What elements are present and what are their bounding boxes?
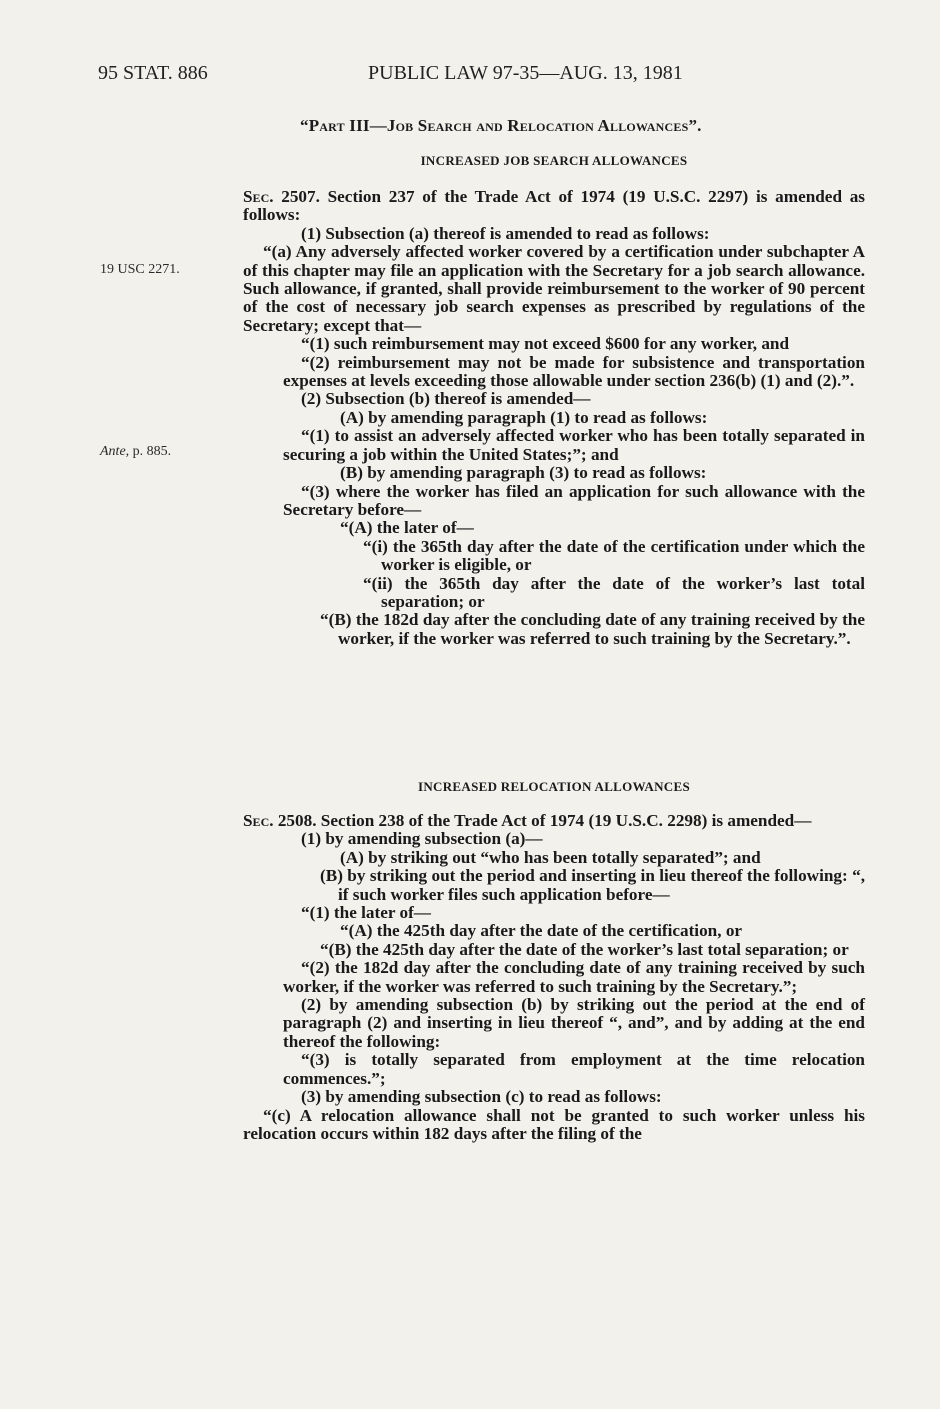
public-law-title: PUBLIC LAW 97-35—AUG. 13, 1981 [368,62,683,84]
sec2508-clause-2: “(2) the 182d day after the concluding date of any training received by such worker, if the worker was referred to such training by the Secretary.”; [283,958,865,996]
heading-relocation: INCREASED RELOCATION ALLOWANCES [417,779,690,794]
sec2507-quote-3: “(3) where the worker has filed an application for such allowance with the Secretary before— [283,481,865,519]
sec2508-item-b: (B) by striking out the period and inserting in lieu thereof the following: “, if such worker files such application before— [320,866,865,904]
sec2508-intro [243,812,865,830]
sec2508-para-3: (3) by amending subsection (c) to read as follows: [301,1087,662,1107]
sec2507-intro-text: 2507. Section 237 of the Trade Act of 1974 (19 U.S.C. 2297) is amended as follows: [243,187,865,225]
sec2507-subsection-a: “(a) Any adversely affected worker covered by a certification under subchapter A of this chapter may file an application with the Secretary for a job search allowance. Such allowance, if granted, shall provide reimbursement to the worker of 90 percent of the cost of necessary job search expenses as prescribed by regulations of the Secretary; except that— [243,242,865,335]
sec2507-item-i: “(i) the 365th day after the date of the certification under which the worker is eligible, or [363,536,865,575]
sec2508-later-of: “(1) the later of— [301,903,431,923]
sec2507-clause-1: “(1) such reimbursement may not exceed $600 for any worker, and [301,334,790,354]
sec2508-label: Sec. [243,811,274,830]
sec2507-later-of: “(A) the later of— [340,518,474,538]
sec2507-para-1: (1) Subsection (a) thereof is amended to read as follows: [301,223,710,243]
margin-note-ante-italic: Ante, [100,444,130,459]
sec2508-item-b-425: “(B) the 425th day after the date of the worker’s last total separation; or [320,939,849,959]
sec2508-intro-text: 2508. Section 238 of the Trade Act of 1974 (19 U.S.C. 2298) is amended— [273,811,812,830]
sec2507-label: Sec. [243,187,274,206]
statute-page-number: 95 STAT. 886 [98,62,208,84]
section-2508 [243,812,865,1143]
sec2508-clause-3: “(3) is totally separated from employment at the time relocation commences.”; [283,1050,865,1088]
sec2507-intro [243,188,865,225]
sec2507-clause-2: “(2) reimbursement may not be made for subsistence and transportation expenses at levels exceeding those allowable under section 236(b) (1) and (2).”. [283,352,865,391]
sec2507-item-b-training: “(B) the 182d day after the concluding date of any training received by the worker, if the worker was referred to such training by the Secretary.”. [320,610,865,648]
sec2507-item-a: (A) by amending paragraph (1) to read as follows: [340,407,708,427]
heading-job-search: INCREASED JOB SEARCH ALLOWANCES [420,153,688,168]
sec2507-item-ii: “(ii) the 365th day after the date of the worker’s last total separation; or [363,573,865,611]
sec2508-para-2: (2) by amending subsection (b) by striking out the period at the end of paragraph (2) and inserting in lieu thereof “, and”, and by adding at the end thereof the following: [283,995,865,1051]
margin-note-ante-page: p. 885. [132,444,172,459]
sec2508-para-1: (1) by amending subsection (a)— [301,829,543,849]
section-2507 [243,188,865,648]
margin-note-usc: 19 USC 2271. [100,262,180,277]
part-title: “Part III—Job Search and Relocation Allowances”. [300,116,702,135]
sec2508-item-a: (A) by striking out “who has been totally separated”; and [340,847,761,867]
sec2507-quote-1: “(1) to assist an adversely affected worker who has been totally separated in securing a job within the United States;”; and [283,426,865,464]
sec2507-item-b: (B) by amending paragraph (3) to read as follows: [340,463,707,483]
sec2508-item-a-425: “(A) the 425th day after the date of the certification, or [340,921,743,941]
page-header [98,62,848,92]
margin-note-ante [100,444,171,460]
sec2507-para-2: (2) Subsection (b) thereof is amended— [301,389,591,409]
sec2508-subsection-c: “(c) A relocation allowance shall not be granted to such worker unless his relocation occurs within 182 days after the filing of the [243,1105,865,1143]
